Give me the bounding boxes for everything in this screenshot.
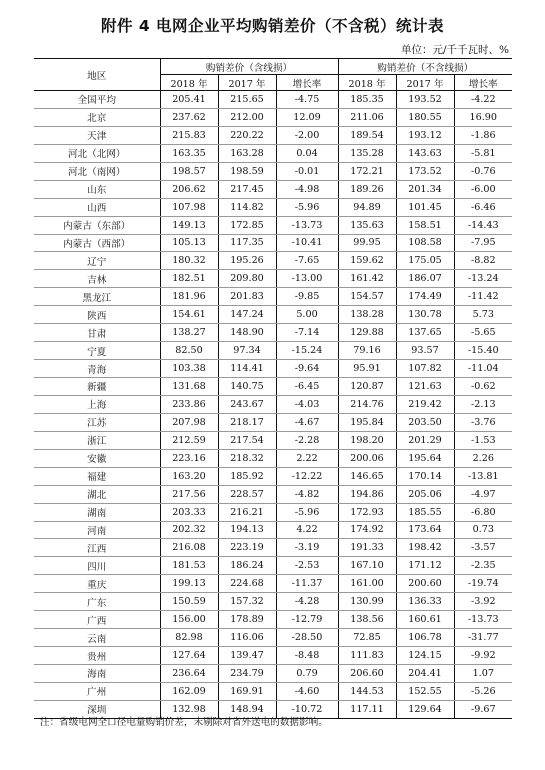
cell-without-loss-2017: 173.52 bbox=[396, 162, 454, 180]
table-row bbox=[34, 431, 512, 449]
cell-without-loss-growth: -5.65 bbox=[454, 324, 512, 342]
cell-without-loss-2017: 219.42 bbox=[396, 395, 454, 413]
cell-with-loss-2018: 198.57 bbox=[160, 162, 218, 180]
cell-region: 重庆 bbox=[34, 575, 160, 593]
cell-with-loss-growth: -12.22 bbox=[276, 467, 338, 485]
header-region: 地区 bbox=[34, 59, 160, 91]
cell-without-loss-growth: -5.81 bbox=[454, 144, 512, 162]
cell-with-loss-growth: -9.64 bbox=[276, 360, 338, 378]
table-row bbox=[34, 324, 512, 342]
cell-with-loss-growth: 2.22 bbox=[276, 449, 338, 467]
table-row bbox=[34, 539, 512, 557]
table-row bbox=[34, 575, 512, 593]
cell-with-loss-2017: 140.75 bbox=[218, 378, 276, 396]
cell-with-loss-2017: 217.54 bbox=[218, 431, 276, 449]
cell-with-loss-growth: -10.41 bbox=[276, 234, 338, 252]
cell-without-loss-2018: 172.93 bbox=[338, 503, 396, 521]
cell-with-loss-growth: -13.73 bbox=[276, 216, 338, 234]
page-title: 附件 4 电网企业平均购销差价（不含税）统计表 bbox=[100, 17, 445, 35]
cell-without-loss-2018: 135.28 bbox=[338, 144, 396, 162]
cell-with-loss-2018: 205.41 bbox=[160, 91, 218, 109]
price-difference-table bbox=[34, 58, 512, 719]
cell-with-loss-2017: 218.32 bbox=[218, 449, 276, 467]
cell-with-loss-growth: -2.53 bbox=[276, 557, 338, 575]
cell-without-loss-growth: -6.46 bbox=[454, 198, 512, 216]
cell-with-loss-growth: -5.96 bbox=[276, 198, 338, 216]
cell-with-loss-growth: 12.09 bbox=[276, 108, 338, 126]
cell-region: 河北（南网） bbox=[34, 162, 160, 180]
cell-region: 内蒙古（西部） bbox=[34, 234, 160, 252]
cell-with-loss-growth: 4.22 bbox=[276, 521, 338, 539]
cell-without-loss-2018: 135.63 bbox=[338, 216, 396, 234]
cell-without-loss-growth: -6.80 bbox=[454, 503, 512, 521]
header-b-growth: 增长率 bbox=[454, 75, 512, 91]
cell-without-loss-growth: -13.73 bbox=[454, 611, 512, 629]
cell-without-loss-growth: -11.04 bbox=[454, 360, 512, 378]
cell-without-loss-2018: 172.21 bbox=[338, 162, 396, 180]
cell-without-loss-2018: 138.28 bbox=[338, 306, 396, 324]
cell-with-loss-2018: 233.86 bbox=[160, 395, 218, 413]
cell-without-loss-2017: 204.41 bbox=[396, 665, 454, 683]
table-row bbox=[34, 665, 512, 683]
cell-with-loss-2018: 237.62 bbox=[160, 108, 218, 126]
cell-with-loss-2018: 199.13 bbox=[160, 575, 218, 593]
cell-without-loss-2018: 194.86 bbox=[338, 485, 396, 503]
cell-without-loss-2017: 180.55 bbox=[396, 108, 454, 126]
cell-with-loss-growth: -4.28 bbox=[276, 593, 338, 611]
cell-with-loss-2018: 150.59 bbox=[160, 593, 218, 611]
cell-without-loss-2017: 193.52 bbox=[396, 91, 454, 109]
cell-with-loss-2018: 181.96 bbox=[160, 288, 218, 306]
cell-with-loss-2017: 163.28 bbox=[218, 144, 276, 162]
table-row bbox=[34, 503, 512, 521]
cell-region: 江苏 bbox=[34, 413, 160, 431]
table-row bbox=[34, 108, 512, 126]
cell-without-loss-2017: 201.34 bbox=[396, 180, 454, 198]
cell-without-loss-2017: 203.50 bbox=[396, 413, 454, 431]
cell-with-loss-growth: -9.85 bbox=[276, 288, 338, 306]
cell-with-loss-2017: 148.90 bbox=[218, 324, 276, 342]
cell-without-loss-2017: 198.42 bbox=[396, 539, 454, 557]
cell-with-loss-growth: -4.60 bbox=[276, 682, 338, 700]
cell-without-loss-growth: -15.40 bbox=[454, 342, 512, 360]
cell-without-loss-2018: 161.42 bbox=[338, 270, 396, 288]
cell-without-loss-2018: 195.84 bbox=[338, 413, 396, 431]
cell-with-loss-2017: 185.92 bbox=[218, 467, 276, 485]
cell-with-loss-growth: -3.19 bbox=[276, 539, 338, 557]
table-row bbox=[34, 144, 512, 162]
header-b-2018: 2018 年 bbox=[338, 75, 396, 91]
cell-with-loss-2018: 236.64 bbox=[160, 665, 218, 683]
cell-without-loss-2018: 198.20 bbox=[338, 431, 396, 449]
table-row bbox=[34, 180, 512, 198]
header-a-2017: 2017 年 bbox=[218, 75, 276, 91]
cell-with-loss-2018: 215.83 bbox=[160, 126, 218, 144]
cell-region: 陕西 bbox=[34, 306, 160, 324]
cell-without-loss-2018: 191.33 bbox=[338, 539, 396, 557]
cell-with-loss-2018: 107.98 bbox=[160, 198, 218, 216]
cell-without-loss-2017: 158.51 bbox=[396, 216, 454, 234]
cell-without-loss-2018: 130.99 bbox=[338, 593, 396, 611]
cell-region: 浙江 bbox=[34, 431, 160, 449]
cell-region: 山西 bbox=[34, 198, 160, 216]
cell-without-loss-2017: 106.78 bbox=[396, 629, 454, 647]
cell-with-loss-growth: -0.01 bbox=[276, 162, 338, 180]
cell-without-loss-growth: 0.73 bbox=[454, 521, 512, 539]
cell-region: 山东 bbox=[34, 180, 160, 198]
table-row bbox=[34, 557, 512, 575]
cell-with-loss-2018: 180.32 bbox=[160, 252, 218, 270]
cell-without-loss-growth: -8.82 bbox=[454, 252, 512, 270]
cell-without-loss-2017: 101.45 bbox=[396, 198, 454, 216]
cell-without-loss-2018: 94.89 bbox=[338, 198, 396, 216]
cell-region: 四川 bbox=[34, 557, 160, 575]
cell-with-loss-2018: 212.59 bbox=[160, 431, 218, 449]
cell-without-loss-2018: 99.95 bbox=[338, 234, 396, 252]
cell-with-loss-2017: 198.59 bbox=[218, 162, 276, 180]
table-row bbox=[34, 521, 512, 539]
cell-with-loss-growth: -12.79 bbox=[276, 611, 338, 629]
cell-with-loss-2018: 149.13 bbox=[160, 216, 218, 234]
cell-with-loss-2017: 212.00 bbox=[218, 108, 276, 126]
cell-with-loss-2017: 223.19 bbox=[218, 539, 276, 557]
table-row bbox=[34, 198, 512, 216]
table-row bbox=[34, 126, 512, 144]
cell-without-loss-growth: -2.13 bbox=[454, 395, 512, 413]
cell-without-loss-growth: 1.07 bbox=[454, 665, 512, 683]
table-row bbox=[34, 395, 512, 413]
table-row bbox=[34, 288, 512, 306]
cell-without-loss-2017: 136.33 bbox=[396, 593, 454, 611]
cell-with-loss-2017: 117.35 bbox=[218, 234, 276, 252]
cell-without-loss-2018: 72.85 bbox=[338, 629, 396, 647]
cell-region: 广州 bbox=[34, 682, 160, 700]
cell-with-loss-growth: -4.98 bbox=[276, 180, 338, 198]
table-row bbox=[34, 216, 512, 234]
cell-with-loss-2018: 154.61 bbox=[160, 306, 218, 324]
cell-with-loss-2018: 162.09 bbox=[160, 682, 218, 700]
cell-with-loss-2018: 202.32 bbox=[160, 521, 218, 539]
cell-without-loss-2017: 124.15 bbox=[396, 647, 454, 665]
cell-without-loss-2017: 193.12 bbox=[396, 126, 454, 144]
table-row bbox=[34, 682, 512, 700]
cell-without-loss-2018: 138.56 bbox=[338, 611, 396, 629]
cell-with-loss-growth: -2.00 bbox=[276, 126, 338, 144]
cell-with-loss-2018: 103.38 bbox=[160, 360, 218, 378]
cell-with-loss-2017: 114.82 bbox=[218, 198, 276, 216]
cell-without-loss-growth: -3.57 bbox=[454, 539, 512, 557]
cell-with-loss-2018: 203.33 bbox=[160, 503, 218, 521]
cell-with-loss-growth: -7.14 bbox=[276, 324, 338, 342]
cell-with-loss-2018: 182.51 bbox=[160, 270, 218, 288]
cell-without-loss-growth: -1.53 bbox=[454, 431, 512, 449]
cell-without-loss-2018: 144.53 bbox=[338, 682, 396, 700]
cell-with-loss-2017: 194.13 bbox=[218, 521, 276, 539]
cell-without-loss-2018: 189.26 bbox=[338, 180, 396, 198]
cell-with-loss-2017: 218.17 bbox=[218, 413, 276, 431]
cell-with-loss-2018: 181.53 bbox=[160, 557, 218, 575]
cell-without-loss-2018: 189.54 bbox=[338, 126, 396, 144]
cell-with-loss-2017: 228.57 bbox=[218, 485, 276, 503]
cell-without-loss-2017: 186.07 bbox=[396, 270, 454, 288]
header-b-2017: 2017 年 bbox=[396, 75, 454, 91]
cell-without-loss-2017: 107.82 bbox=[396, 360, 454, 378]
table-row bbox=[34, 252, 512, 270]
cell-with-loss-2017: 139.47 bbox=[218, 647, 276, 665]
cell-with-loss-2018: 127.64 bbox=[160, 647, 218, 665]
cell-without-loss-2018: 111.83 bbox=[338, 647, 396, 665]
table-row bbox=[34, 306, 512, 324]
table-row bbox=[34, 647, 512, 665]
cell-with-loss-growth: -4.75 bbox=[276, 91, 338, 109]
cell-with-loss-2017: 243.67 bbox=[218, 395, 276, 413]
cell-without-loss-2017: 152.55 bbox=[396, 682, 454, 700]
cell-without-loss-growth: -1.86 bbox=[454, 126, 512, 144]
table-row bbox=[34, 467, 512, 485]
cell-region: 云南 bbox=[34, 629, 160, 647]
cell-without-loss-2017: 205.06 bbox=[396, 485, 454, 503]
cell-without-loss-2017: 175.05 bbox=[396, 252, 454, 270]
cell-without-loss-growth: -2.35 bbox=[454, 557, 512, 575]
cell-without-loss-growth: 2.26 bbox=[454, 449, 512, 467]
cell-region: 宁夏 bbox=[34, 342, 160, 360]
cell-region: 全国平均 bbox=[34, 91, 160, 109]
cell-without-loss-growth: -9.67 bbox=[454, 700, 512, 718]
cell-without-loss-2018: 167.10 bbox=[338, 557, 396, 575]
cell-region: 安徽 bbox=[34, 449, 160, 467]
cell-without-loss-2018: 211.06 bbox=[338, 108, 396, 126]
table-row bbox=[34, 360, 512, 378]
cell-with-loss-2018: 216.08 bbox=[160, 539, 218, 557]
table-row bbox=[34, 629, 512, 647]
cell-without-loss-growth: -31.77 bbox=[454, 629, 512, 647]
cell-without-loss-2018: 206.60 bbox=[338, 665, 396, 683]
table-row bbox=[34, 378, 512, 396]
cell-with-loss-growth: -7.65 bbox=[276, 252, 338, 270]
cell-region: 河南 bbox=[34, 521, 160, 539]
cell-without-loss-growth: -13.24 bbox=[454, 270, 512, 288]
table-row bbox=[34, 611, 512, 629]
footnote: 注：省级电网全口径电量购销价差，未剔除对省外送电的数据影响。 bbox=[40, 717, 328, 728]
cell-without-loss-2017: 160.61 bbox=[396, 611, 454, 629]
cell-region: 青海 bbox=[34, 360, 160, 378]
table-row bbox=[34, 342, 512, 360]
cell-without-loss-2018: 79.16 bbox=[338, 342, 396, 360]
cell-with-loss-2017: 148.94 bbox=[218, 700, 276, 718]
cell-with-loss-growth: -5.96 bbox=[276, 503, 338, 521]
cell-region: 内蒙古（东部） bbox=[34, 216, 160, 234]
cell-without-loss-growth: 16.90 bbox=[454, 108, 512, 126]
cell-with-loss-growth: -6.45 bbox=[276, 378, 338, 396]
table-body bbox=[34, 91, 512, 719]
cell-region: 海南 bbox=[34, 665, 160, 683]
cell-region: 辽宁 bbox=[34, 252, 160, 270]
header-group-without-loss: 购销差价（不含线损） bbox=[338, 59, 512, 75]
cell-without-loss-2017: 171.12 bbox=[396, 557, 454, 575]
cell-without-loss-2018: 174.92 bbox=[338, 521, 396, 539]
cell-with-loss-growth: -28.50 bbox=[276, 629, 338, 647]
table-row bbox=[34, 162, 512, 180]
cell-without-loss-growth: -3.92 bbox=[454, 593, 512, 611]
cell-without-loss-2017: 130.78 bbox=[396, 306, 454, 324]
cell-without-loss-2018: 146.65 bbox=[338, 467, 396, 485]
cell-with-loss-growth: -10.72 bbox=[276, 700, 338, 718]
cell-with-loss-2017: 172.85 bbox=[218, 216, 276, 234]
cell-region: 新疆 bbox=[34, 378, 160, 396]
cell-with-loss-growth: -8.48 bbox=[276, 647, 338, 665]
cell-without-loss-2017: 170.14 bbox=[396, 467, 454, 485]
cell-without-loss-growth: -14.43 bbox=[454, 216, 512, 234]
cell-region: 湖北 bbox=[34, 485, 160, 503]
cell-with-loss-2018: 206.62 bbox=[160, 180, 218, 198]
cell-without-loss-2017: 200.60 bbox=[396, 575, 454, 593]
cell-with-loss-2018: 207.98 bbox=[160, 413, 218, 431]
cell-with-loss-2017: 169.91 bbox=[218, 682, 276, 700]
cell-without-loss-2018: 129.88 bbox=[338, 324, 396, 342]
cell-region: 北京 bbox=[34, 108, 160, 126]
cell-region: 广东 bbox=[34, 593, 160, 611]
cell-region: 江西 bbox=[34, 539, 160, 557]
cell-without-loss-growth: -4.97 bbox=[454, 485, 512, 503]
table-row bbox=[34, 270, 512, 288]
cell-with-loss-2018: 138.27 bbox=[160, 324, 218, 342]
table-row bbox=[34, 593, 512, 611]
cell-without-loss-2017: 173.64 bbox=[396, 521, 454, 539]
cell-without-loss-2017: 201.29 bbox=[396, 431, 454, 449]
cell-without-loss-growth: -3.76 bbox=[454, 413, 512, 431]
cell-with-loss-2017: 217.45 bbox=[218, 180, 276, 198]
cell-region: 天津 bbox=[34, 126, 160, 144]
cell-with-loss-2018: 82.50 bbox=[160, 342, 218, 360]
cell-region: 甘肃 bbox=[34, 324, 160, 342]
cell-with-loss-2018: 82.98 bbox=[160, 629, 218, 647]
cell-region: 福建 bbox=[34, 467, 160, 485]
cell-with-loss-2018: 132.98 bbox=[160, 700, 218, 718]
cell-with-loss-2017: 97.34 bbox=[218, 342, 276, 360]
cell-without-loss-2018: 185.35 bbox=[338, 91, 396, 109]
cell-with-loss-2017: 195.26 bbox=[218, 252, 276, 270]
cell-with-loss-2017: 234.79 bbox=[218, 665, 276, 683]
table-row bbox=[34, 485, 512, 503]
cell-region: 上海 bbox=[34, 395, 160, 413]
cell-without-loss-2018: 120.87 bbox=[338, 378, 396, 396]
unit-label: 单位：元/千千瓦时、% bbox=[400, 44, 509, 56]
cell-with-loss-growth: -4.03 bbox=[276, 395, 338, 413]
cell-without-loss-2018: 154.57 bbox=[338, 288, 396, 306]
cell-with-loss-2017: 147.24 bbox=[218, 306, 276, 324]
cell-without-loss-growth: -0.76 bbox=[454, 162, 512, 180]
header-a-growth: 增长率 bbox=[276, 75, 338, 91]
cell-with-loss-growth: -2.28 bbox=[276, 431, 338, 449]
cell-with-loss-2018: 131.68 bbox=[160, 378, 218, 396]
cell-with-loss-2017: 186.24 bbox=[218, 557, 276, 575]
cell-without-loss-2017: 129.64 bbox=[396, 700, 454, 718]
cell-with-loss-growth: 0.04 bbox=[276, 144, 338, 162]
cell-with-loss-growth: 5.00 bbox=[276, 306, 338, 324]
cell-with-loss-growth: -15.24 bbox=[276, 342, 338, 360]
cell-without-loss-growth: -4.22 bbox=[454, 91, 512, 109]
cell-region: 深圳 bbox=[87, 705, 107, 717]
table-row bbox=[34, 234, 512, 252]
cell-with-loss-growth: -4.67 bbox=[276, 413, 338, 431]
cell-without-loss-2017: 121.63 bbox=[396, 378, 454, 396]
cell-without-loss-growth: 5.73 bbox=[454, 306, 512, 324]
table-row bbox=[34, 449, 512, 467]
cell-without-loss-growth: -19.74 bbox=[454, 575, 512, 593]
cell-with-loss-growth: -11.37 bbox=[276, 575, 338, 593]
cell-region: 吉林 bbox=[34, 270, 160, 288]
cell-with-loss-growth: -4.82 bbox=[276, 485, 338, 503]
cell-without-loss-2018: 161.00 bbox=[338, 575, 396, 593]
cell-with-loss-2017: 116.06 bbox=[218, 629, 276, 647]
cell-with-loss-2018: 163.35 bbox=[160, 144, 218, 162]
cell-region: 黑龙江 bbox=[34, 288, 160, 306]
cell-with-loss-2017: 114.41 bbox=[218, 360, 276, 378]
cell-with-loss-2017: 216.21 bbox=[218, 503, 276, 521]
cell-without-loss-growth: -5.26 bbox=[454, 682, 512, 700]
cell-without-loss-2017: 137.65 bbox=[396, 324, 454, 342]
cell-without-loss-2017: 185.55 bbox=[396, 503, 454, 521]
cell-without-loss-growth: -7.95 bbox=[454, 234, 512, 252]
cell-without-loss-growth: -6.00 bbox=[454, 180, 512, 198]
cell-region: 河北（北网） bbox=[34, 144, 160, 162]
cell-without-loss-2017: 174.49 bbox=[396, 288, 454, 306]
cell-with-loss-2018: 163.20 bbox=[160, 467, 218, 485]
cell-without-loss-2018: 117.11 bbox=[338, 700, 396, 718]
cell-with-loss-2017: 209.80 bbox=[218, 270, 276, 288]
cell-region: 湖南 bbox=[34, 503, 160, 521]
cell-without-loss-2017: 143.63 bbox=[396, 144, 454, 162]
cell-without-loss-growth: -11.42 bbox=[454, 288, 512, 306]
cell-without-loss-2017: 195.64 bbox=[396, 449, 454, 467]
cell-without-loss-growth: -13.81 bbox=[454, 467, 512, 485]
cell-with-loss-2018: 223.16 bbox=[160, 449, 218, 467]
cell-with-loss-growth: -13.00 bbox=[276, 270, 338, 288]
cell-with-loss-2017: 215.65 bbox=[218, 91, 276, 109]
cell-without-loss-2018: 95.91 bbox=[338, 360, 396, 378]
cell-without-loss-2018: 159.62 bbox=[338, 252, 396, 270]
cell-with-loss-2017: 157.32 bbox=[218, 593, 276, 611]
cell-without-loss-2018: 214.76 bbox=[338, 395, 396, 413]
table-row bbox=[34, 413, 512, 431]
cell-with-loss-2018: 217.56 bbox=[160, 485, 218, 503]
cell-without-loss-2018: 200.06 bbox=[338, 449, 396, 467]
cell-with-loss-2018: 105.13 bbox=[160, 234, 218, 252]
table-row bbox=[34, 91, 512, 109]
cell-without-loss-growth: -9.92 bbox=[454, 647, 512, 665]
cell-with-loss-2017: 224.68 bbox=[218, 575, 276, 593]
cell-with-loss-2017: 220.22 bbox=[218, 126, 276, 144]
cell-region: 贵州 bbox=[34, 647, 160, 665]
cell-without-loss-2017: 93.57 bbox=[396, 342, 454, 360]
cell-with-loss-2017: 178.89 bbox=[218, 611, 276, 629]
cell-with-loss-2018: 156.00 bbox=[160, 611, 218, 629]
cell-with-loss-growth: 0.79 bbox=[276, 665, 338, 683]
cell-without-loss-growth: -0.62 bbox=[454, 378, 512, 396]
header-group-with-loss: 购销差价（含线损） bbox=[160, 59, 338, 75]
cell-with-loss-2017: 201.83 bbox=[218, 288, 276, 306]
cell-without-loss-2017: 108.58 bbox=[396, 234, 454, 252]
cell-region: 广西 bbox=[34, 611, 160, 629]
header-a-2018: 2018 年 bbox=[160, 75, 218, 91]
